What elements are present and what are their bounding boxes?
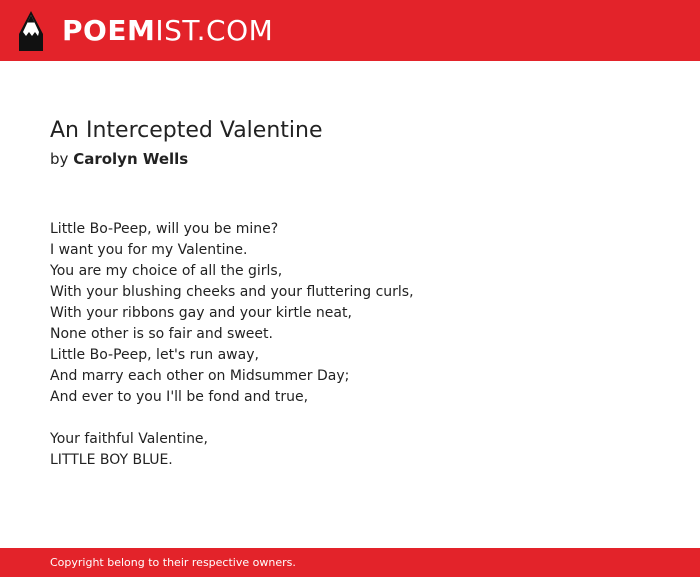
- poem-line: Your faithful Valentine,: [50, 431, 208, 447]
- poem-line: You are my choice of all the girls,: [50, 263, 283, 279]
- author-name[interactable]: Carolyn Wells: [73, 150, 189, 168]
- poem-line: Little Bo-Peep, let's run away,: [50, 347, 259, 363]
- pencil-icon[interactable]: [17, 10, 45, 52]
- site-footer: [0, 548, 700, 577]
- site-header: [0, 0, 700, 61]
- poem-line: LITTLE BOY BLUE.: [50, 452, 173, 468]
- poem-line: With your blushing cheeks and your fluttering curls,: [50, 284, 414, 300]
- site-logo[interactable]: [62, 13, 273, 49]
- poem-line: And ever to you I'll be fond and true,: [50, 389, 309, 405]
- poem-title: An Intercepted Valentine: [50, 118, 323, 143]
- copyright-notice: Copyright belong to their respective owners.: [50, 556, 296, 569]
- poem-line: Little Bo-Peep, will you be mine?: [50, 221, 279, 237]
- poem-body: [50, 219, 414, 471]
- byline: [50, 149, 188, 169]
- poem-line: I want you for my Valentine.: [50, 242, 248, 258]
- poem-line: None other is so fair and sweet.: [50, 326, 273, 342]
- logo-text-bold: POEM: [62, 14, 156, 47]
- poem-line: With your ribbons gay and your kirtle neat,: [50, 305, 352, 321]
- stanza-break: [50, 408, 414, 429]
- by-label: by: [50, 150, 69, 168]
- logo-text-light: IST.COM: [155, 14, 274, 47]
- poem-line: And marry each other on Midsummer Day;: [50, 368, 350, 384]
